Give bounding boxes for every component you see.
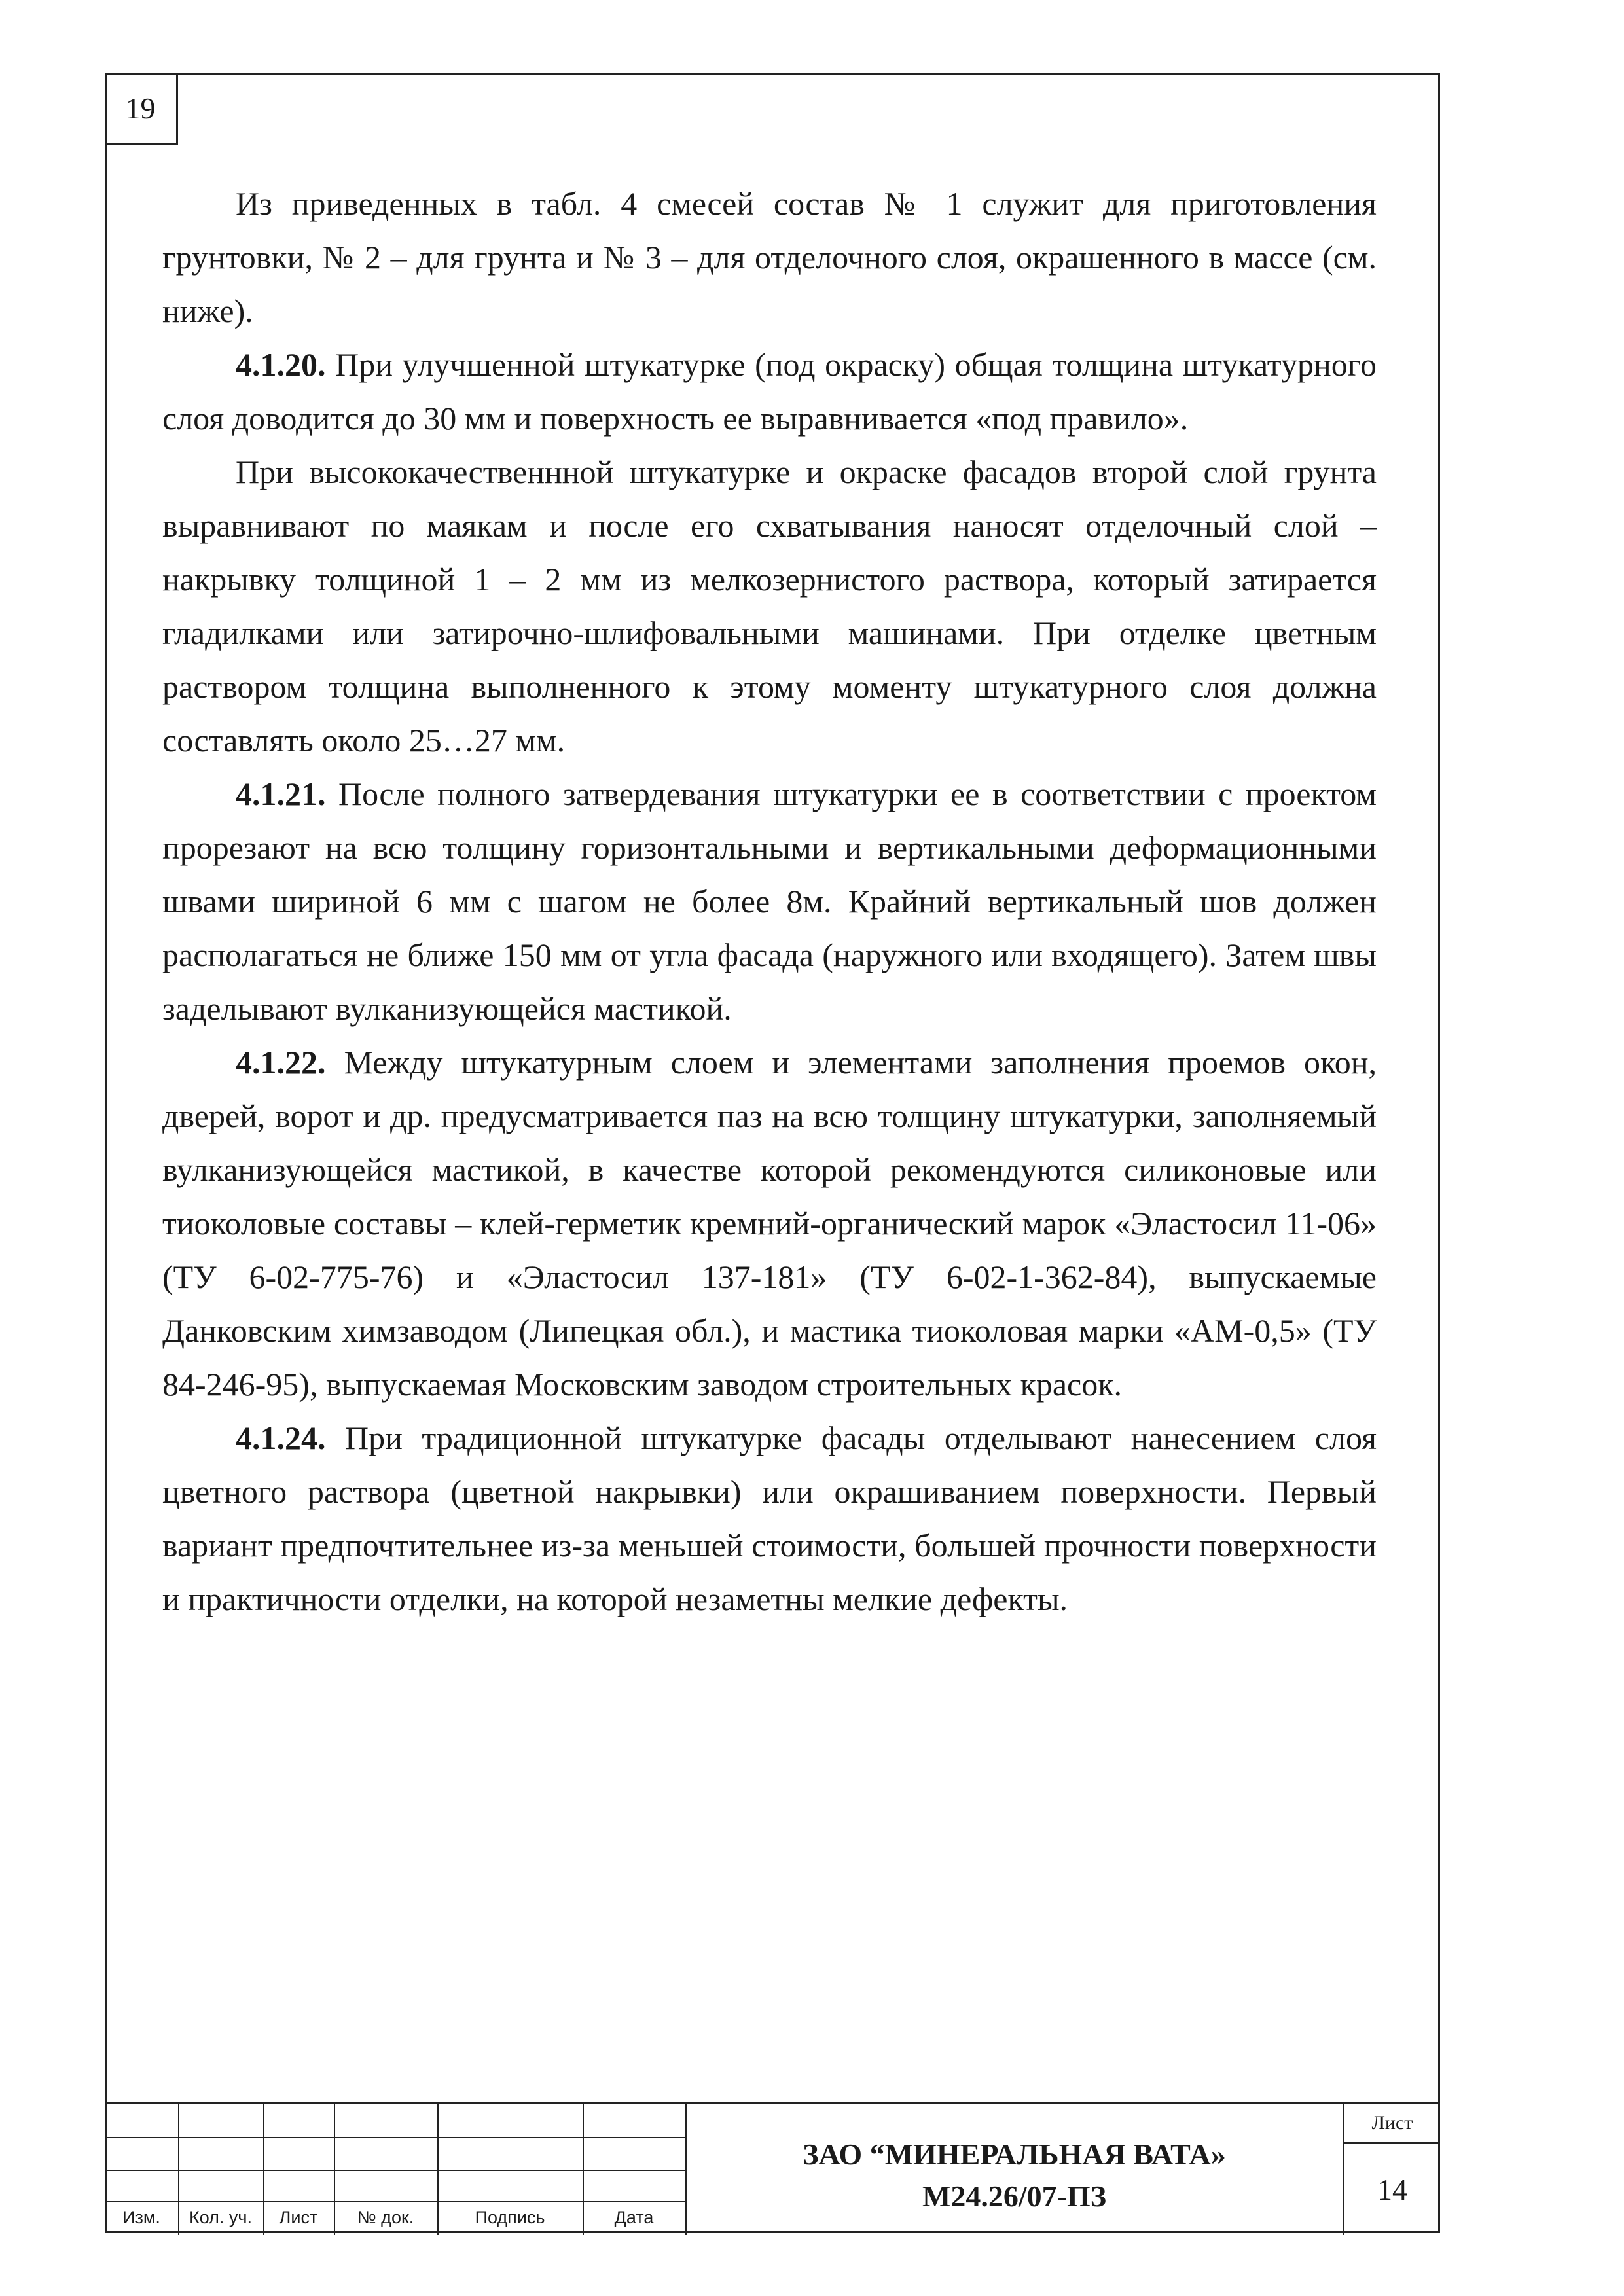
column-label-signature: Подпись <box>475 2207 545 2227</box>
paragraph-text: Между штукатурным слоем и элементами заполнения проемов окон, дверей, ворот и др. предусматривается паз на всю толщину штукатурки, заполняемый вулканизующейся мастикой, в качестве которой рекомендуются силиконовые или тиоколовые составы – клей-герметик кремний-органический марок «Эластосил 11-06» (ТУ 6-02-775-76) и «Эластосил 137-181» (ТУ 6-02-1-362-84), выпускаемые Данковским химзаводом (Липецкая обл.), и мастика тиоколовая марки «АМ-0,5» (ТУ 84-246-95), выпускаемая Московским заводом строительных красок. <box>162 1044 1377 1403</box>
paragraph-text: При улучшенной штукатурке (под окраску) общая толщина штукатурного слоя доводится до 30 мм и поверхность ее выравнивается «под правило». <box>162 346 1377 437</box>
paragraph-text: При традиционной штукатурке фасады отделывают нанесением слоя цветного раствора (цветной накрывки) или окрашиванием поверхности. Первый вариант предпочтительнее из-за меньшей стоимости, большей прочности поверхности и практичности отделки, на которой незаметны мелкие дефекты. <box>162 1420 1377 1617</box>
paragraph-4-1-20 <box>162 338 1377 445</box>
document-code: М24.26/07-ПЗ <box>922 2179 1107 2213</box>
sheet-number: 14 <box>1377 2172 1407 2206</box>
section-number: 4.1.24. <box>236 1420 326 1456</box>
sheet-label: Лист <box>1344 2104 1440 2144</box>
sheet-box <box>1343 2104 1440 2235</box>
column-label-change: Изм. <box>122 2207 160 2227</box>
paragraph-high-quality: При высококачественнной штукатурке и окраске фасадов второй слой грунта выравнивают по маякам и после его схватывания наносят отделочный слой – накрывку толщиной 1 – 2 мм из мелкозернистого раствора, который затирается гладилками или затирочно-шлифовальными машинами. При отделке цветным раствором толщина выполненного к этому моменту штукатурного слоя должна составлять около 25…27 мм. <box>162 454 1377 759</box>
section-number: 4.1.20. <box>236 346 326 383</box>
column-label-date: Дата <box>614 2207 654 2227</box>
paragraph-4-1-22 <box>162 1035 1377 1411</box>
document-body <box>162 177 1377 1626</box>
column-label-sheet: Лист <box>279 2207 318 2227</box>
section-number: 4.1.22. <box>236 1044 326 1081</box>
paragraph-4-1-21 <box>162 767 1377 1035</box>
title-block-organization <box>685 2104 1343 2235</box>
column-label-count: Кол. уч. <box>189 2207 252 2227</box>
paragraph-4-1-24 <box>162 1411 1377 1626</box>
paragraph-text: После полного затвердевания штукатурки ее в соответствии с проектом прорезают на всю толщину горизонтальными и вертикальными деформационными швами шириной 6 мм с шагом не более 8м. Крайний вертикальный шов должен располагаться не ближе 150 мм от угла фасада (наружного или входящего). Затем швы заделывают вулканизующейся мастикой. <box>162 776 1377 1027</box>
page-corner-number: 19 <box>105 73 178 145</box>
section-number: 4.1.21. <box>236 776 326 812</box>
title-block <box>105 2102 1440 2233</box>
paragraph-intro: Из приведенных в табл. 4 смесей состав № 1 служит для приготовления грунтовки, № 2 – для грунта и № 3 – для отделочного слоя, окрашенного в массе (см. ниже). <box>162 185 1377 329</box>
organization-name: ЗАО “МИНЕРАЛЬНАЯ ВАТА» <box>803 2138 1226 2171</box>
column-label-doc-number: № док. <box>357 2207 414 2227</box>
